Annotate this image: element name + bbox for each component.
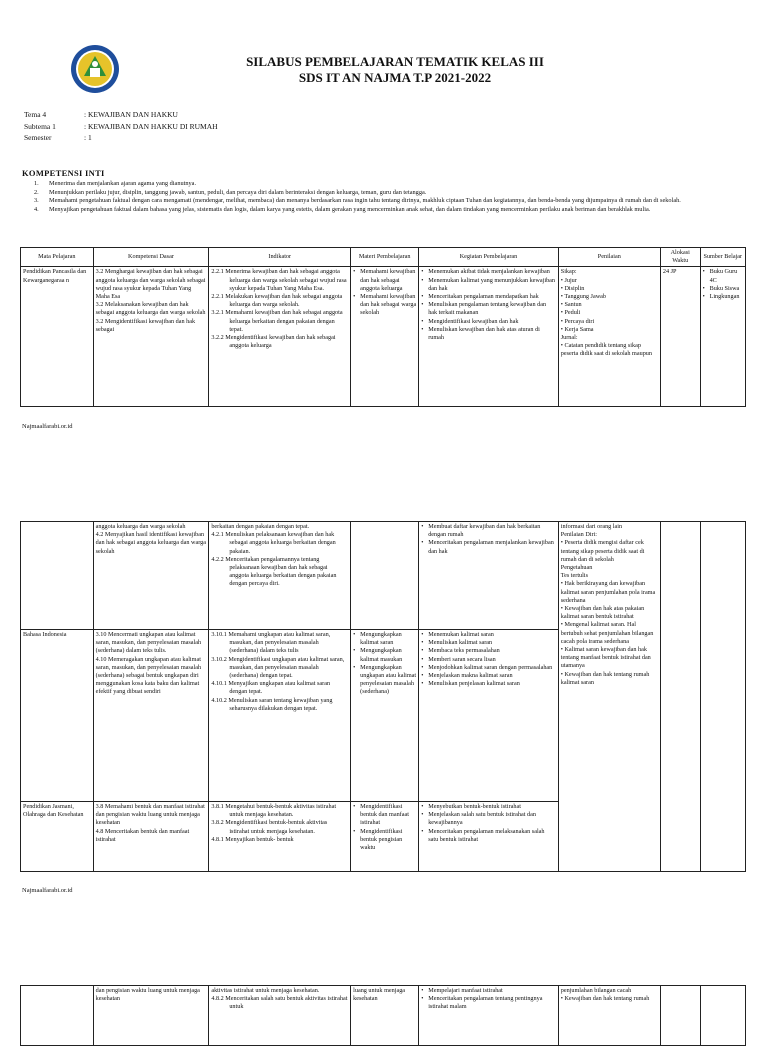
table-header-row	[21, 248, 746, 267]
cell-text: 4.2.2 Menceritakan pengalamannya tentang pelaksanaan kewajiban dan hak sebagai anggota keluarga berkaitan dengan pakaian dengan percaya diri.	[211, 555, 337, 588]
cell-indikator	[209, 630, 351, 802]
cell-text: • Mengidentifikasi bentuk pengisian waktu	[353, 828, 416, 853]
cell-text: • Mengenal kalimat saran. Hal bertubuh sehat penjumlahan bilangan cacah pola irama sederhana	[560, 621, 654, 645]
cell-text: • Menjelaskan makna kalimat saran	[421, 672, 556, 680]
cell-text: • Mengidentifikasi bentuk dan manfaat istirahat	[353, 803, 416, 828]
cell-text: • Menemukan akibat tidak menjalankan kewajiban	[421, 268, 556, 276]
cell-text: 3.10.1 Memahami ungkapan atau kalimat saran, masukan, dan penyelesaian masalah (sederhana) dalam teks tulis	[211, 631, 331, 655]
list-item	[34, 189, 739, 198]
cell-penilaian	[558, 986, 660, 1046]
meta-value: : 1	[84, 133, 92, 142]
cell-text: • Menceritakan pengalaman menjalankan kewajiban dan hak	[421, 539, 556, 555]
cell-text: • Menceritakan pengalaman tentang pentingnya istirahat malam	[421, 995, 556, 1011]
cell-text: luang untuk menjaga kesehatan	[353, 987, 406, 1003]
cell-text: • Mengungkapkan kalimat masukan	[353, 647, 416, 663]
cell-text: 3.10 Mencermati ungkapan atau kalimat saran, masukan, dan penyelesaian masalah (sederhana) dalam teks tulis.	[95, 631, 202, 655]
item-text: Menyajikan pengetahuan faktual dalam bahasa yang jelas, sistematis dan logis, dalam karya yang estetis, dalam gerakan yang mencerminkan anak sehat, dan dalam tindakan yang mencerminkan perilaku anak beriman dan berakhlak mulia.	[49, 205, 651, 213]
column-header: Sumber Belajar	[700, 248, 745, 267]
cell-text: 4.10.2 Menuliskan saran tentang kewajiban yang seharusnya dilakukan dengan tepat.	[211, 696, 333, 712]
cell-text: berkaitan dengan pakaian dengan tepat.	[211, 523, 310, 530]
cell-text: 3.8.1 Mengetahui bentuk-bentuk aktivitas istirahat untuk menjaga kesehatan.	[211, 803, 337, 819]
document-title	[120, 54, 670, 86]
cell-text: • Menuliskan kalimat saran	[421, 639, 556, 647]
meta-row	[24, 122, 218, 132]
item-number: 4.	[34, 205, 39, 213]
cell-text: • Buku Guru 4C	[703, 268, 743, 284]
page-footer: Najmaalfarabi.or.id	[22, 887, 73, 894]
cell-alokasi	[660, 267, 700, 407]
cell-text: 4.2 Menyajikan hasil identifikasi kewajiban dan hak sebagai anggota keluarga dan warga sekolah	[95, 531, 207, 555]
cell-materi	[351, 986, 419, 1046]
item-text: Menerima dan menjalankan ajaran agama yang dianutnya.	[49, 180, 197, 187]
meta-value: : KEWAJIBAN DAN HAKKU	[84, 110, 178, 119]
cell-text: • Menemukan kalimat saran	[421, 631, 556, 639]
cell-text: Bahasa Indonesia	[23, 631, 67, 638]
cell-kegiatan	[419, 267, 559, 407]
silabus-table-page-2	[20, 521, 746, 872]
cell-text: aktivitas istirahat untuk menjaga kesehatan.	[211, 987, 320, 994]
cell-materi	[351, 802, 419, 872]
cell-text: dan pengisian waktu luang untuk menjaga kesehatan	[95, 987, 200, 1003]
cell-text: • Menuliskan pengalaman tentang kewajiban dan hak terkait makanan	[421, 301, 556, 317]
cell-penilaian	[558, 522, 660, 872]
cell-text: 3.2.1 Memahami kewajiban dan hak sebagai anggota keluarga berkaitan dengan pakaian dengan tepat.	[211, 309, 343, 333]
cell-text: Tes tertulis	[560, 572, 588, 580]
cell-mapel	[21, 267, 94, 407]
cell-text: • Memahami kewajiban dan hak sebagai anggota keluarga	[353, 268, 416, 293]
cell-text: • Kerja Sama	[560, 325, 594, 333]
item-number: 1.	[34, 180, 39, 187]
cell-text: • Menjodohkan kalimat saran dengan permasalahan	[421, 664, 556, 672]
column-header: Kegiatan Pembelajaran	[419, 248, 559, 267]
item-text: Memahami pengetahuan faktual dengan cara mengamati (mendengar, melihat, membaca) dan menanya berdasarkan rasa ingin tahu tentang dirinya, makhluk ciptaan Tuhan dan kegiatannya, dan benda-benda yang dijumpainya di rumah dan di sekolah.	[49, 197, 681, 205]
cell-text: Pendidikan Pancasila dan Kewarganegaraa n	[23, 268, 87, 284]
cell-text: 3.8 Memahami bentuk dan manfaat istirahat dan pengisian waktu luang untuk menjaga kesehatan	[95, 803, 205, 827]
meta-key: Tema 4	[24, 110, 47, 119]
document-page-2	[0, 515, 768, 985]
cell-mapel	[21, 986, 94, 1046]
column-header: Mata Pelajaran	[21, 248, 94, 267]
cell-materi	[351, 267, 419, 407]
cell-text: • Menceritakan pengalaman mendapatkan hak	[421, 293, 556, 301]
column-header: Penilaian	[558, 248, 660, 267]
cell-text: Penilaian Diri:	[560, 531, 598, 539]
cell-kegiatan	[419, 986, 559, 1046]
column-header: Materi Pembelajaran	[351, 248, 419, 267]
cell-kegiatan	[419, 802, 559, 872]
cell-text: • Mempelajari manfaat istirahat	[421, 987, 556, 995]
cell-indikator	[209, 802, 351, 872]
cell-text: • Lingkungan	[703, 293, 743, 301]
cell-text: 3.2 Melaksanakan kewajiban dan hak sebagai anggota keluarga dan warga sekolah	[95, 301, 206, 317]
cell-text: • Kewajiban dan hak atas pakaian kalimat saran bentuk istirahat	[560, 605, 645, 621]
cell-text: • Menjelaskan salah satu bentuk istirahat dan kewajibannya	[421, 811, 556, 827]
cell-materi	[351, 522, 419, 630]
cell-text: • Percaya diri	[560, 317, 595, 325]
cell-text: 4.2.1 Menuliskan pelaksanaan kewajiban dan hak sebagai anggota keluarga berkaitan dengan pakaian.	[211, 531, 336, 555]
cell-text: 4.8 Menceritakan bentuk dan manfaat istirahat	[95, 827, 190, 843]
cell-indikator	[209, 267, 351, 407]
cell-text: • Tanggung Jawab	[560, 293, 607, 301]
cell-kd	[93, 986, 209, 1046]
cell-text: • Menceritakan pengalaman melaksanakan salah satu bentuk istirahat	[421, 828, 556, 844]
cell-text: • Menyebutkan bentuk-bentuk istirahat	[421, 803, 556, 811]
cell-text: 3.2 Menghargai kewajiban dan hak sebagai anggota keluarga dan warga sekolah sebagai wujud rasa syukur kepada Tuhan Yang Maha Esa	[95, 268, 206, 301]
cell-text: • Peduli	[560, 309, 581, 317]
cell-indikator	[209, 522, 351, 630]
cell-text: • Membaca teks permasalahan	[421, 647, 556, 655]
cell-kegiatan	[419, 522, 559, 630]
kompetensi-inti-list	[34, 180, 739, 214]
silabus-table-page-3	[20, 985, 746, 1046]
table-row	[21, 522, 746, 630]
cell-alokasi	[660, 986, 700, 1046]
item-text: Menunjukkan perilaku jujur, disiplin, tanggung jawab, santun, peduli, dan percaya diri dalam berinteraksi dengan keluarga, teman, guru dan tetangga.	[49, 188, 427, 196]
cell-indikator	[209, 986, 351, 1046]
cell-sumber	[700, 267, 745, 407]
column-header: Alokasi Waktu	[660, 248, 700, 267]
cell-mapel	[21, 630, 94, 802]
cell-alokasi	[660, 522, 700, 872]
cell-text: • Disiplin	[560, 284, 585, 292]
cell-text: Pengetahuan	[560, 564, 593, 572]
cell-text: 4.8.1 Menyajikan bentuk- bentuk	[211, 835, 294, 843]
school-logo	[70, 44, 120, 94]
cell-text: 3.10.2 Mengidentifikasi ungkapan atau kalimat saran, masukan, dan penyelesaian masalah (sederhana) dengan tepat.	[211, 655, 345, 680]
list-item	[34, 206, 739, 215]
meta-key: Subtema 1	[24, 121, 56, 131]
page-footer: Najmaalfarabi.or.id	[22, 423, 73, 430]
cell-text: • Catatan pendidik tentang sikap peserta didik saat di sekolah maupun	[560, 342, 652, 358]
cell-sumber	[700, 522, 745, 872]
cell-text: penjumlahan bilangan cacah	[560, 987, 632, 994]
list-item	[34, 197, 739, 206]
cell-text: • Hak berikirayang dan kewajiban kalimat saran penjumlahan pola irama sederhana	[560, 580, 656, 604]
title-line-2: SDS IT AN NAJMA T.P 2021-2022	[298, 70, 492, 85]
document-page-1	[0, 0, 768, 505]
cell-text: 2.2.1 Menerima kewajiban dan hak sebagai anggota keluarga dan warga sekolah sebagai wujud rasa syukur kepada Tuhan Yang Maha Esa.	[211, 268, 347, 292]
cell-text: • Santun	[560, 301, 582, 309]
cell-kd	[93, 522, 209, 630]
cell-text: • Memahami kewajiban dan hak sebagai warga sekolah	[353, 293, 416, 318]
cell-text: 4.10 Memeragakan ungkapan atau kalimat saran, masukan, dan penyelesaian masalah (sederhana) sebagai bentuk ungkapan diri menggunakan kosa kata baku dan kalimat efektif yang dibuat sendiri	[95, 655, 202, 696]
cell-kd	[93, 630, 209, 802]
table-row	[21, 267, 746, 407]
cell-text: • Membuat daftar kewajiban dan hak berkaitan dengan rumah	[421, 523, 556, 539]
meta-info	[22, 108, 220, 145]
cell-text: • Kewajiban dan hak tentang rumah	[560, 995, 650, 1003]
meta-value: : KEWAJIBAN DAN HAKKU DI RUMAH	[84, 121, 218, 131]
cell-text: • Menuliskan kewajiban dan hak atas aturan di rumah	[421, 326, 556, 342]
cell-text: • Buku Siswa	[703, 285, 743, 293]
cell-text: • Mengungkapkan kalimat saran	[353, 631, 416, 647]
cell-sumber	[700, 986, 745, 1046]
cell-kd	[93, 802, 209, 872]
cell-mapel	[21, 522, 94, 630]
cell-text: Pendidikan Jasmani, Olahraga dan Kesehatan	[23, 803, 84, 819]
item-number: 3.	[34, 197, 39, 205]
kompetensi-inti-heading: KOMPETENSI INTI	[22, 168, 105, 178]
cell-text: • Menuliskan penjelasan kalimat saran	[421, 680, 556, 688]
cell-penilaian	[558, 267, 660, 407]
cell-text: 24 JP	[662, 268, 677, 276]
cell-text: Jurnal:	[560, 334, 578, 342]
cell-text: 4.8.2 Menceritakan salah satu bentuk aktivitas istirahat untuk	[211, 995, 348, 1011]
cell-text: • Kewajiban dan hak tentang rumah kalimat saran	[560, 670, 650, 686]
cell-text: • Mengidentifikasi kewajiban dan hak	[421, 318, 556, 326]
cell-mapel	[21, 802, 94, 872]
cell-text: • Memberi saran secara lisan	[421, 656, 556, 664]
cell-text: Sikap:	[560, 268, 577, 276]
cell-kegiatan	[419, 630, 559, 802]
title-line-1: SILABUS PEMBELAJARAN TEMATIK KELAS III	[246, 54, 544, 69]
cell-text: 4.10.1 Menyajikan ungkapan atau kalimat saran dengan tepat.	[211, 680, 331, 696]
cell-text: 3.2 Mengidentifikasi kewajiban dan hak sebagai	[95, 317, 196, 333]
column-header: Indikator	[209, 248, 351, 267]
cell-text: • Peserta didik mengisi daftar cek tentang sikap peserta didik saat di rumah dan di sekolah	[560, 539, 645, 563]
cell-text: • Menemukan kalimat yang menunjukkan kewajiban dan hak	[421, 277, 556, 293]
cell-materi	[351, 630, 419, 802]
table-row	[21, 986, 746, 1046]
meta-row	[24, 133, 218, 143]
meta-key: Semester	[24, 133, 52, 142]
cell-text: • Kalimat saran kewajiban dan hak tentang manfaat bentuk istirahat dan utamanya	[560, 646, 651, 670]
cell-text: • Jujur	[560, 276, 577, 284]
cell-text: • Mengungkapkan ungkapan atau kalimat penyelesaian masalah (sederhana)	[353, 664, 416, 697]
cell-text: anggota keluarga dan warga sekolah	[95, 523, 186, 530]
document-page-3	[0, 985, 768, 1024]
cell-kd	[93, 267, 209, 407]
item-number: 2.	[34, 188, 39, 196]
cell-text: 3.8.2 Mengidentifikasi bentuk-bentuk aktivitas istirahat untuk menjaga kesehatan.	[211, 819, 328, 835]
cell-text: informasi dari orang lain	[560, 523, 623, 530]
cell-text: 2.2.1 Melakukan kewajiban dan hak sebagai anggota keluarga dan warga sekolah.	[211, 293, 343, 309]
list-item	[34, 180, 739, 189]
column-header: Kompetensi Dasar	[93, 248, 209, 267]
cell-text: 3.2.2 Mengidentifikasi kewajiban dan hak sebagai anggota keluarga	[211, 334, 336, 350]
silabus-table-page-1	[20, 247, 746, 407]
meta-row	[24, 110, 218, 120]
